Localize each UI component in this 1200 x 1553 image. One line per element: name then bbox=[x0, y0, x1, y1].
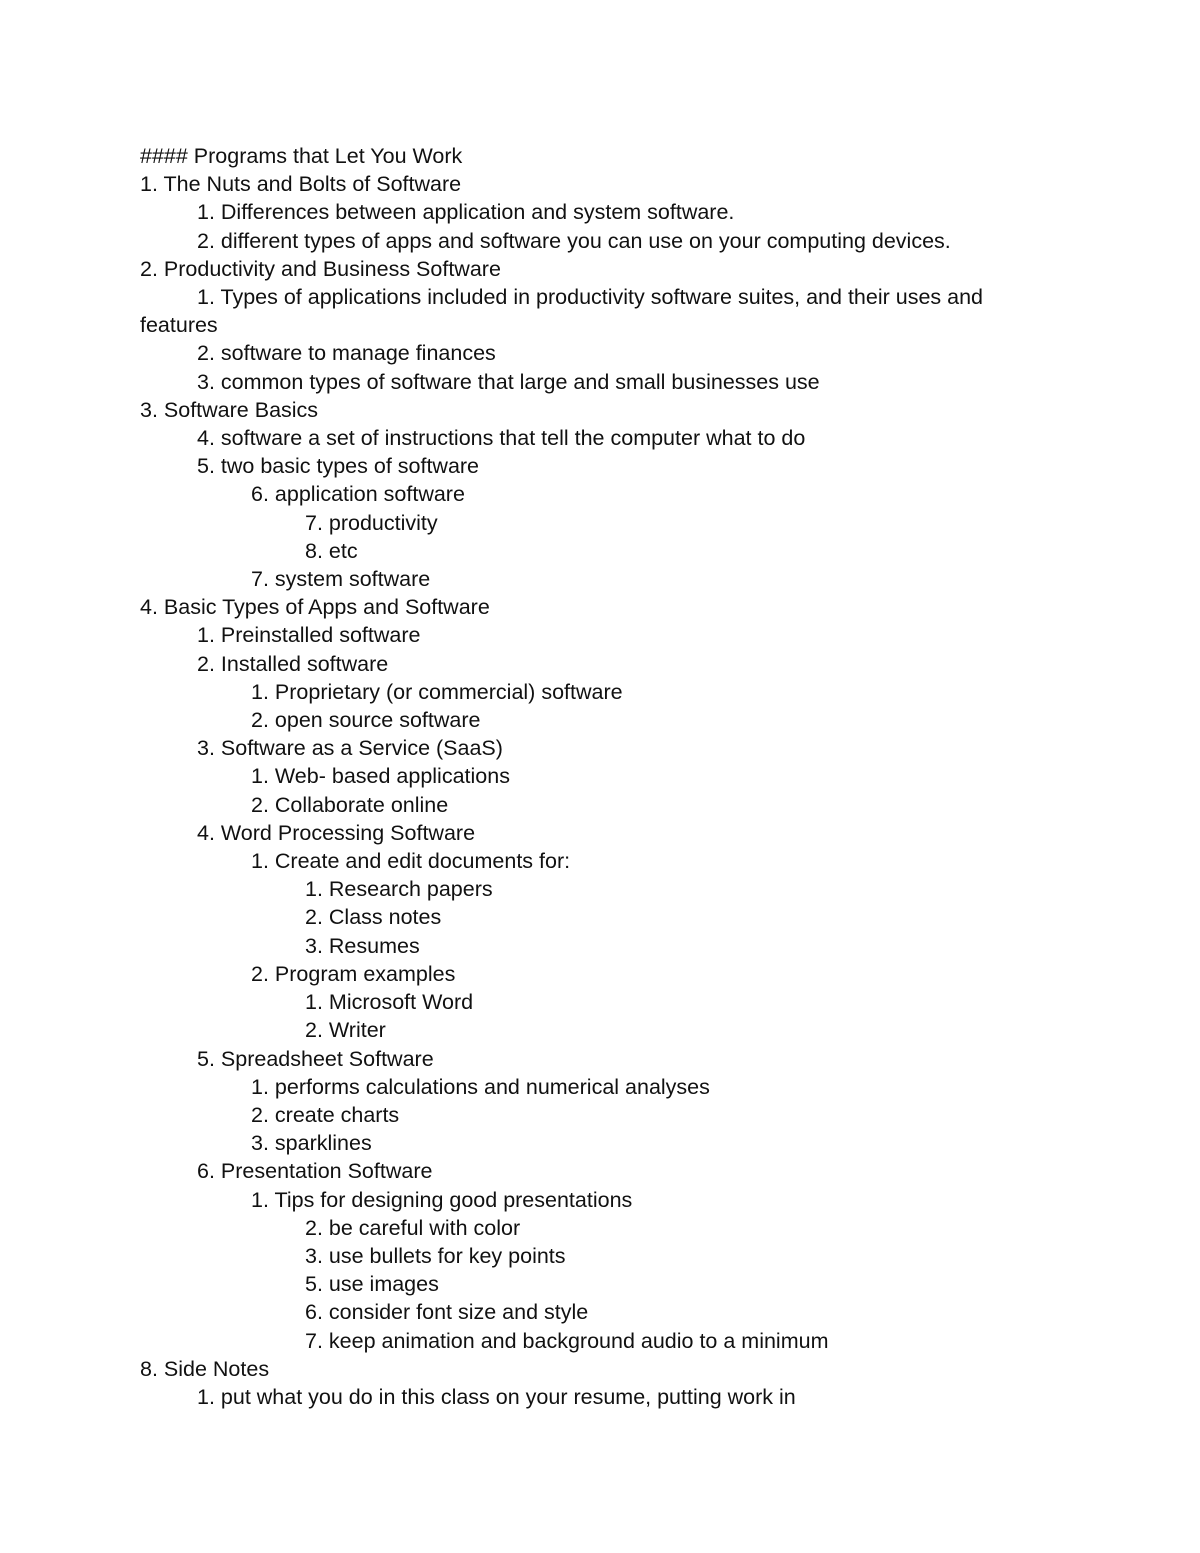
outline-item-continuation: features bbox=[140, 313, 218, 338]
outline-item: 1. put what you do in this class on your resume, putting work in bbox=[197, 1384, 796, 1409]
outline-item: 3. use bullets for key points bbox=[305, 1243, 566, 1268]
outline-item: 2. Program examples bbox=[251, 961, 456, 986]
outline-item: 3. Software as a Service (SaaS) bbox=[197, 736, 503, 761]
outline-item: 5. two basic types of software bbox=[197, 454, 480, 479]
outline-item: 1. Microsoft Word bbox=[305, 990, 474, 1015]
outline-item: 2. different types of apps and software you can use on your computing devices. bbox=[197, 228, 951, 253]
outline-item: 8. etc bbox=[305, 538, 358, 563]
outline-item: 1. Preinstalled software bbox=[197, 623, 421, 648]
outline-item: 1. Create and edit documents for: bbox=[251, 849, 571, 874]
outline-item: 7. system software bbox=[251, 567, 431, 592]
outline-item: 6. Presentation Software bbox=[197, 1159, 433, 1184]
outline-item: 4. software a set of instructions that tell the computer what to do bbox=[197, 426, 806, 451]
outline-item: 2. open source software bbox=[251, 708, 481, 733]
outline-item: 3. common types of software that large and small businesses use bbox=[197, 369, 820, 394]
outline-item: 8. Side Notes bbox=[140, 1356, 270, 1381]
outline-item: 2. software to manage finances bbox=[197, 341, 496, 366]
outline-item: 1. Web- based applications bbox=[251, 764, 510, 789]
outline-item: 2. Collaborate online bbox=[251, 792, 449, 817]
outline-item: 1. Differences between application and system software. bbox=[197, 200, 735, 225]
outline-item: 2. Writer bbox=[305, 1018, 386, 1043]
outline-item: 2. Class notes bbox=[305, 905, 442, 930]
outline bbox=[140, 142, 1070, 1411]
outline-item: 4. Word Processing Software bbox=[197, 820, 476, 845]
outline-item: 1. Types of applications included in productivity software suites, and their uses and bbox=[197, 285, 983, 310]
outline-item: 3. Resumes bbox=[305, 933, 420, 958]
outline-item: 5. Spreadsheet Software bbox=[197, 1046, 434, 1071]
outline-item: 7. productivity bbox=[305, 510, 438, 535]
outline-item: 2. Productivity and Business Software bbox=[140, 256, 501, 281]
outline-item: 1. Research papers bbox=[305, 877, 493, 902]
outline-item: 6. application software bbox=[251, 482, 465, 507]
outline-item: 1. performs calculations and numerical analyses bbox=[251, 1074, 710, 1099]
outline-item: 2. create charts bbox=[251, 1102, 400, 1127]
outline-item: 7. keep animation and background audio to a minimum bbox=[305, 1328, 829, 1353]
outline-item: 5. use images bbox=[305, 1272, 439, 1297]
outline-item: 3. sparklines bbox=[251, 1131, 372, 1156]
outline-item: 4. Basic Types of Apps and Software bbox=[140, 595, 490, 620]
outline-item: 2. Installed software bbox=[197, 651, 389, 676]
outline-item: 1. Tips for designing good presentations bbox=[251, 1187, 633, 1212]
outline-item: 1. The Nuts and Bolts of Software bbox=[140, 172, 462, 197]
outline-item: 2. be careful with color bbox=[305, 1215, 521, 1240]
document-heading: #### Programs that Let You Work bbox=[140, 144, 463, 168]
outline-item: 3. Software Basics bbox=[140, 397, 319, 422]
outline-item: 1. Proprietary (or commercial) software bbox=[251, 679, 623, 704]
outline-item: 6. consider font size and style bbox=[305, 1300, 589, 1325]
